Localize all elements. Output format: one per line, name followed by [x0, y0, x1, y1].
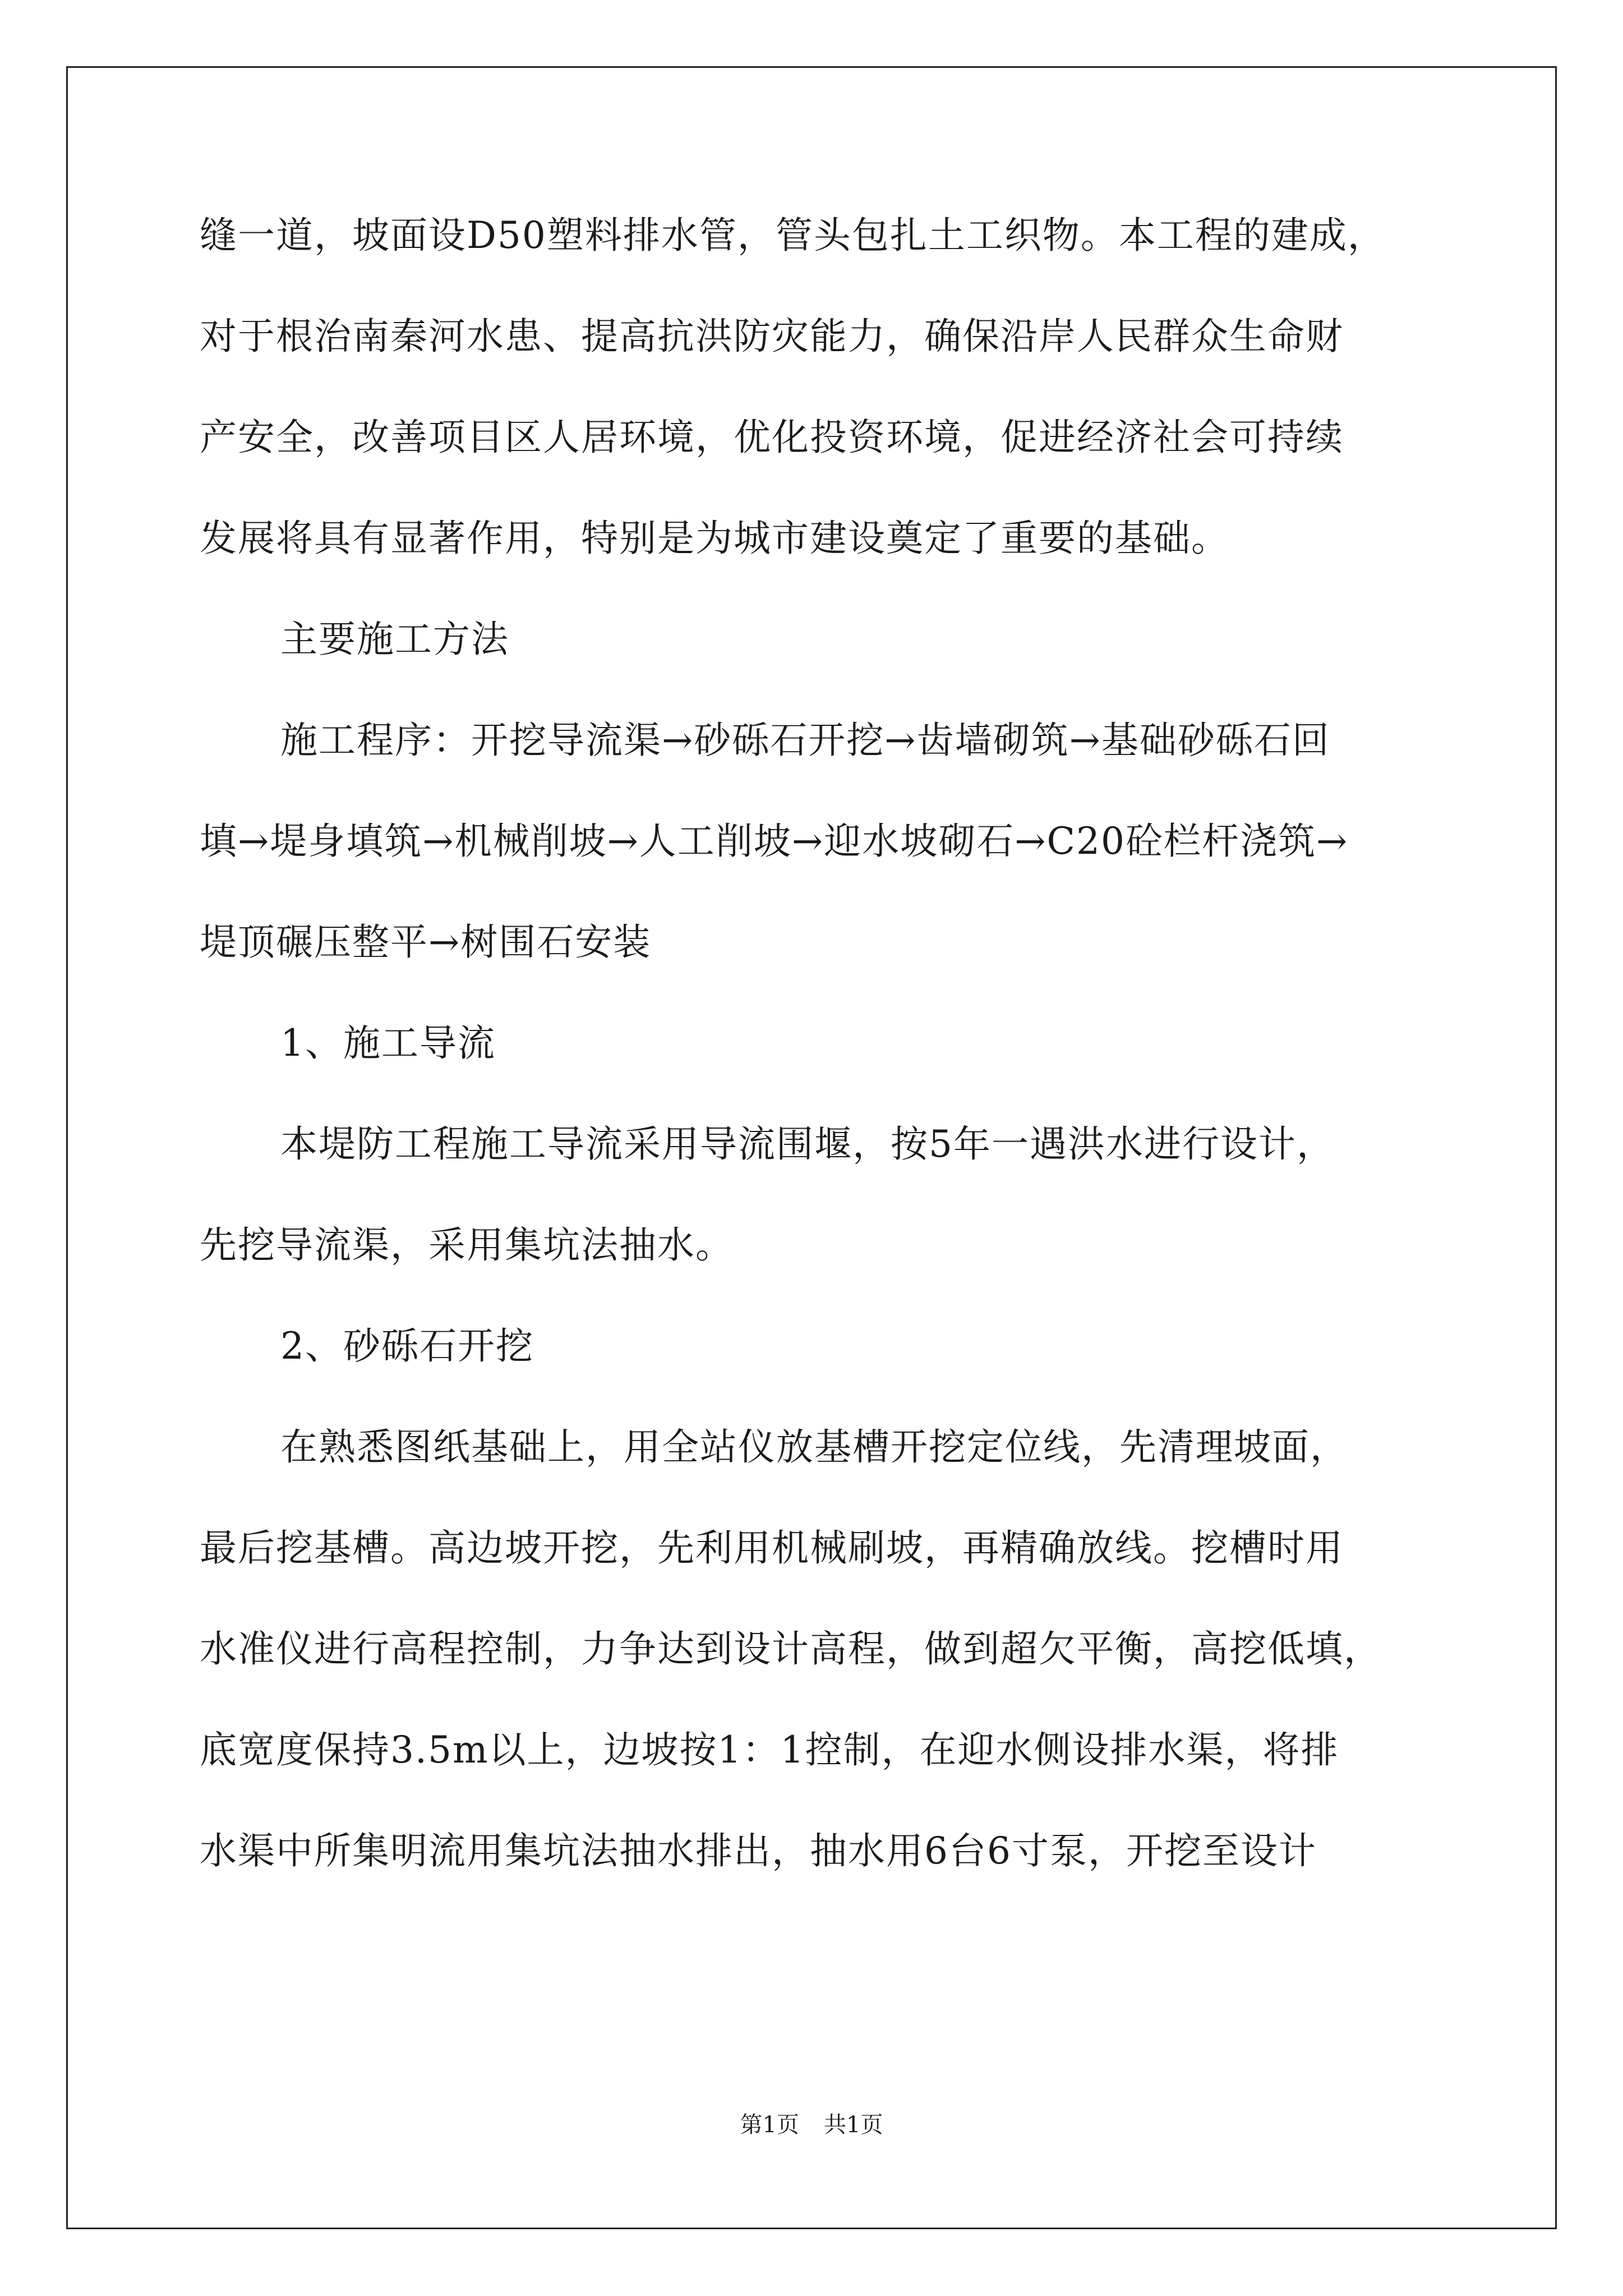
section-heading: 主要施工方法 — [280, 618, 509, 661]
page-total: 共1页 — [824, 2112, 883, 2138]
text-line: 先挖导流渠，采用集坑法抽水。 — [200, 1223, 734, 1267]
text-line: 堤顶碾压整平→树围石安装 — [200, 921, 652, 964]
text-line: 最后挖基槽。高边坡开挖，先利用机械刷坡，再精确放线。挖槽时用 — [200, 1526, 1344, 1570]
text-line: 缝一道，坡面设D50塑料排水管，管头包扎土工织物。本工程的建成， — [200, 214, 1386, 257]
text-line: 发展将具有显著作用，特别是为城市建设奠定了重要的基础。 — [200, 517, 1229, 560]
text-line: 在熟悉图纸基础上，用全站仪放基槽开挖定位线，先清理坡面， — [280, 1425, 1348, 1469]
section-heading: 2、砂砾石开挖 — [280, 1324, 534, 1368]
text-line: 本堤防工程施工导流采用导流围堰，按5年一遇洪水进行设计， — [280, 1122, 1335, 1166]
text-line: 施工程序：开挖导流渠→砂砾石开挖→齿墙砌筑→基础砂砾石回 — [280, 719, 1330, 762]
text-line: 对于根治南秦河水患、提高抗洪防灾能力，确保沿岸人民群众生命财 — [200, 315, 1344, 358]
text-line: 产安全，改善项目区人居环境，优化投资环境，促进经济社会可持续 — [200, 416, 1344, 459]
page-footer — [0, 2108, 1623, 2142]
document-body — [200, 185, 1433, 1902]
page-number: 第1页 — [740, 2112, 799, 2138]
text-line: 水准仪进行高程控制，力争达到设计高程，做到超欠平衡，高挖低填， — [200, 1627, 1382, 1671]
text-line: 填→堤身填筑→机械削坡→人工削坡→迎水坡砌石→C20砼栏杆浇筑→ — [200, 820, 1349, 863]
text-line: 水渠中所集明流用集坑法抽水排出，抽水用6台6寸泵，开挖至设计 — [200, 1829, 1317, 1872]
section-heading: 1、施工导流 — [280, 1022, 496, 1065]
text-line: 底宽度保持3.5m以上，边坡按1：1控制，在迎水侧设排水渠，将排 — [200, 1728, 1339, 1772]
